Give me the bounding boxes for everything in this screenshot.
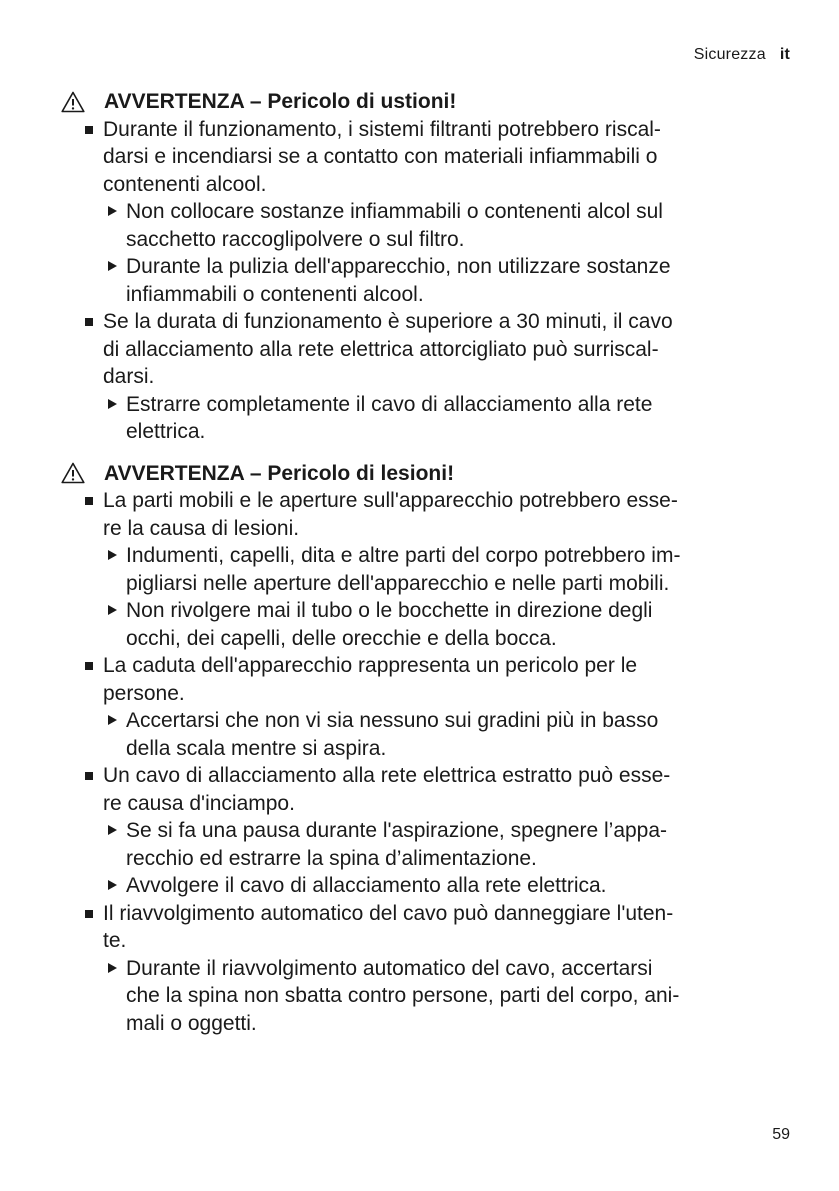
action-step: [61, 955, 796, 1038]
hazard-text-line: La parti mobili e le aperture sull'apparecchio potrebbero esse-: [103, 489, 678, 512]
action-step: [61, 872, 796, 900]
action-step: [61, 597, 796, 652]
action-text-line: Non rivolgere mai il tubo o le bocchette in direzione degli: [126, 599, 653, 622]
hazard-text-line: te.: [103, 929, 127, 952]
document-body: [61, 86, 796, 1051]
action-text-line: infiammabili o contenenti alcool.: [126, 282, 424, 306]
hazard-text-line: darsi e incendiarsi se a contatto con materiali infiammabili o: [103, 145, 658, 168]
warning-triangle-icon: [61, 462, 85, 484]
warning-triangle-icon: [61, 91, 85, 113]
hazard-text-line: darsi.: [103, 365, 155, 388]
action-text-line: Avvolgere il cavo di allacciamento alla rete elettrica.: [126, 874, 607, 897]
arrow-bullet-icon: [108, 206, 117, 216]
square-bullet-icon: [85, 910, 93, 918]
hazard-bullet: [61, 900, 796, 955]
warning-heading: [61, 460, 796, 488]
action-step: [61, 542, 796, 597]
arrow-bullet-icon: [108, 825, 117, 835]
square-bullet-icon: [85, 497, 93, 505]
action-text-line: che la spina non sbatta contro persone, parti del corpo, ani-: [126, 984, 680, 1007]
action-text-line: occhi, dei capelli, delle orecchie e della bocca.: [126, 626, 557, 650]
square-bullet-icon: [85, 772, 93, 780]
hazard-text-line: persone.: [103, 681, 185, 705]
hazard-bullet: [61, 308, 796, 391]
hazard-text-line: re causa d'inciampo.: [103, 791, 295, 815]
arrow-bullet-icon: [108, 963, 117, 973]
action-text-line: Se si fa una pausa durante l'aspirazione, spegnere l’appa-: [126, 819, 668, 842]
running-header: [694, 46, 790, 64]
header-section-title: Sicurezza: [693, 46, 766, 63]
hazard-text-line: Durante il funzionamento, i sistemi filtranti potrebbero riscal-: [103, 117, 661, 141]
arrow-bullet-icon: [108, 261, 117, 271]
hazard-bullet: [61, 487, 796, 542]
action-step: [61, 253, 796, 308]
arrow-bullet-icon: [108, 605, 117, 615]
warning-heading: [61, 88, 796, 116]
action-step: [61, 707, 796, 762]
warning-title-text: AVVERTENZA – Pericolo di ustioni!: [104, 90, 457, 113]
arrow-bullet-icon: [108, 399, 117, 409]
warning-title-text: AVVERTENZA – Pericolo di lesioni!: [104, 461, 455, 485]
action-text-line: della scala mentre si aspira.: [126, 736, 387, 760]
warning-section: [61, 88, 796, 446]
action-text-line: Durante il riavvolgimento automatico del cavo, accertarsi: [126, 956, 653, 980]
hazard-text-line: La caduta dell'apparecchio rappresenta un pericolo per le: [103, 654, 638, 677]
action-text-line: Estrarre completamente il cavo di allacciamento alla rete: [126, 392, 653, 416]
action-text-line: sacchetto raccoglipolvere o sul filtro.: [126, 227, 465, 251]
action-text-line: pigliarsi nelle aperture dell'apparecchio e nelle parti mobili.: [126, 571, 670, 595]
action-step: [61, 817, 796, 872]
square-bullet-icon: [85, 318, 93, 326]
action-text-line: Durante la pulizia dell'apparecchio, non utilizzare sostanze: [126, 255, 671, 278]
arrow-bullet-icon: [108, 715, 117, 725]
hazard-text-line: contenenti alcool.: [103, 172, 267, 196]
arrow-bullet-icon: [108, 880, 117, 890]
action-text-line: recchio ed estrarre la spina d’alimentazione.: [126, 846, 537, 870]
hazard-bullet: [61, 762, 796, 817]
hazard-bullet: [61, 116, 796, 199]
page-number: 59: [772, 1126, 790, 1143]
action-text-line: Non collocare sostanze infiammabili o contenenti alcol sul: [126, 200, 663, 223]
hazard-bullet: [61, 652, 796, 707]
arrow-bullet-icon: [108, 550, 117, 560]
header-language-code: it: [779, 46, 790, 63]
action-text-line: mali o oggetti.: [126, 1011, 257, 1035]
hazard-text-line: di allacciamento alla rete elettrica attorcigliato può surriscal-: [103, 337, 659, 361]
hazard-text-line: Se la durata di funzionamento è superiore a 30 minuti, il cavo: [103, 310, 673, 333]
hazard-text-line: Un cavo di allacciamento alla rete elettrica estratto può esse-: [103, 764, 671, 787]
action-step: [61, 198, 796, 253]
action-text-line: Indumenti, capelli, dita e altre parti del corpo potrebbero im-: [126, 544, 681, 567]
hazard-text-line: re la causa di lesioni.: [103, 516, 300, 540]
warning-section: [61, 460, 796, 1038]
square-bullet-icon: [85, 126, 93, 134]
square-bullet-icon: [85, 662, 93, 670]
action-text-line: elettrica.: [126, 420, 206, 443]
action-step: [61, 391, 796, 446]
action-text-line: Accertarsi che non vi sia nessuno sui gradini più in basso: [126, 709, 659, 732]
hazard-text-line: Il riavvolgimento automatico del cavo può danneggiare l'uten-: [103, 901, 674, 925]
